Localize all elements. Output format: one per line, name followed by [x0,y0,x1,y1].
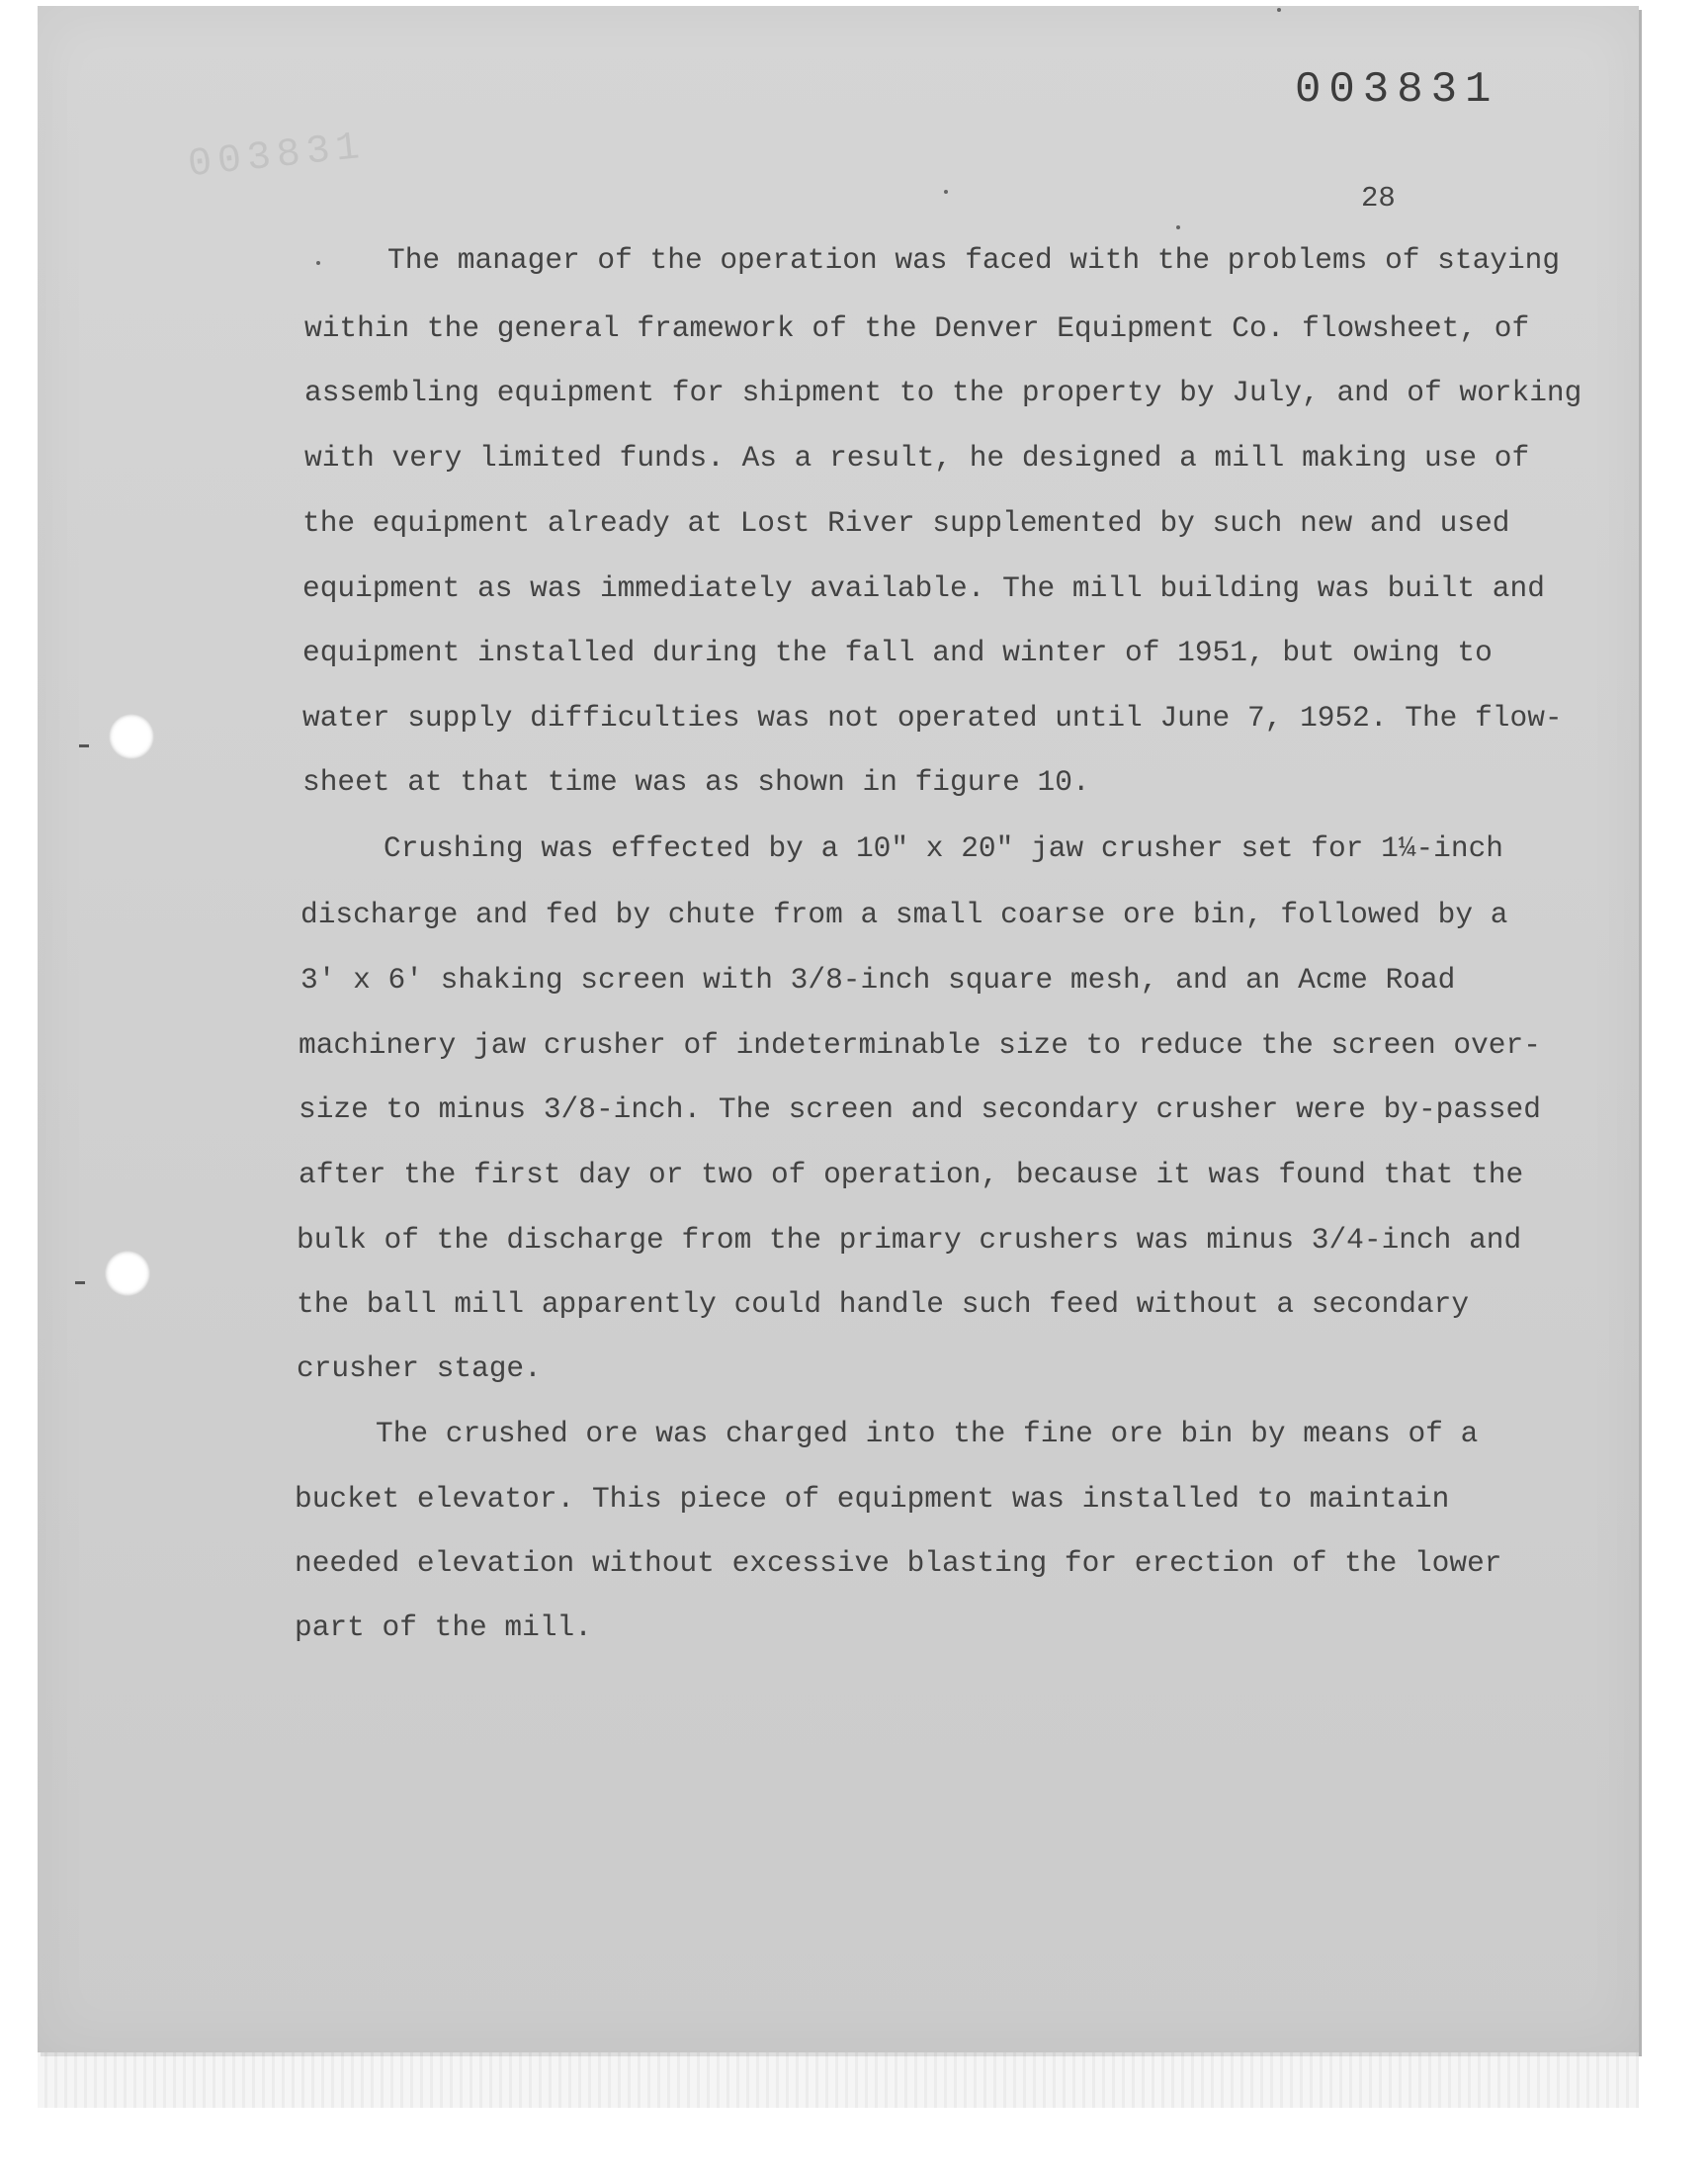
text-line: bucket elevator. This piece of equipment was installed to maintain [295,1482,1450,1516]
text-line: within the general framework of the Denver Equipment Co. flowsheet, of [304,311,1530,345]
text-line: The manager of the operation was faced with the problems of staying [387,243,1561,277]
text-line: machinery jaw crusher of indeterminable size to reduce the screen over- [299,1028,1541,1062]
text-line: discharge and fed by chute from a small coarse ore bin, followed by a [300,898,1508,931]
text-line: water supply difficulties was not operated until June 7, 1952. The flow- [302,701,1563,735]
text-line: crusher stage. [297,1351,542,1385]
text-line: Crushing was effected by a 10" x 20" jaw crusher set for 1¼-inch [384,831,1503,865]
text-line: bulk of the discharge from the primary crushers was minus 3/4-inch and [297,1223,1522,1257]
hole-mark [75,1281,85,1284]
text-line: after the first day or two of operation, because it was found that the [299,1158,1524,1191]
text-line: sheet at that time was as shown in figure 10. [302,765,1090,799]
text-line: equipment installed during the fall and winter of 1951, but owing to [302,636,1493,669]
speck [944,190,948,194]
punch-hole-upper [109,714,154,759]
speck [316,261,320,265]
text-line: needed elevation without excessive blasting for erection of the lower [295,1546,1502,1580]
speck [1277,8,1281,12]
text-line: size to minus 3/8-inch. The screen and secondary crusher were by-passed [299,1092,1541,1126]
text-line: with very limited funds. As a result, he designed a mill making use of [304,441,1530,475]
hole-mark [79,744,89,747]
faint-stamp: 003831 [186,125,368,189]
text-line: the equipment already at Lost River supplemented by such new and used [302,506,1510,540]
text-line: the ball mill apparently could handle such feed without a secondary [297,1287,1470,1321]
scanner-edge-strip [38,2052,1639,2108]
page-number: 28 [1361,182,1396,215]
text-line: The crushed ore was charged into the fine ore bin by means of a [376,1417,1479,1450]
document-number: 003831 [1295,65,1499,115]
speck [1176,225,1180,229]
text-line: assembling equipment for shipment to the property by July, and of working [304,376,1582,409]
punch-hole-lower [105,1251,150,1296]
text-line: 3' x 6' shaking screen with 3/8-inch square mesh, and an Acme Road [300,963,1456,997]
text-line: part of the mill. [295,1610,592,1644]
text-line: equipment as was immediately available. The mill building was built and [302,571,1545,605]
